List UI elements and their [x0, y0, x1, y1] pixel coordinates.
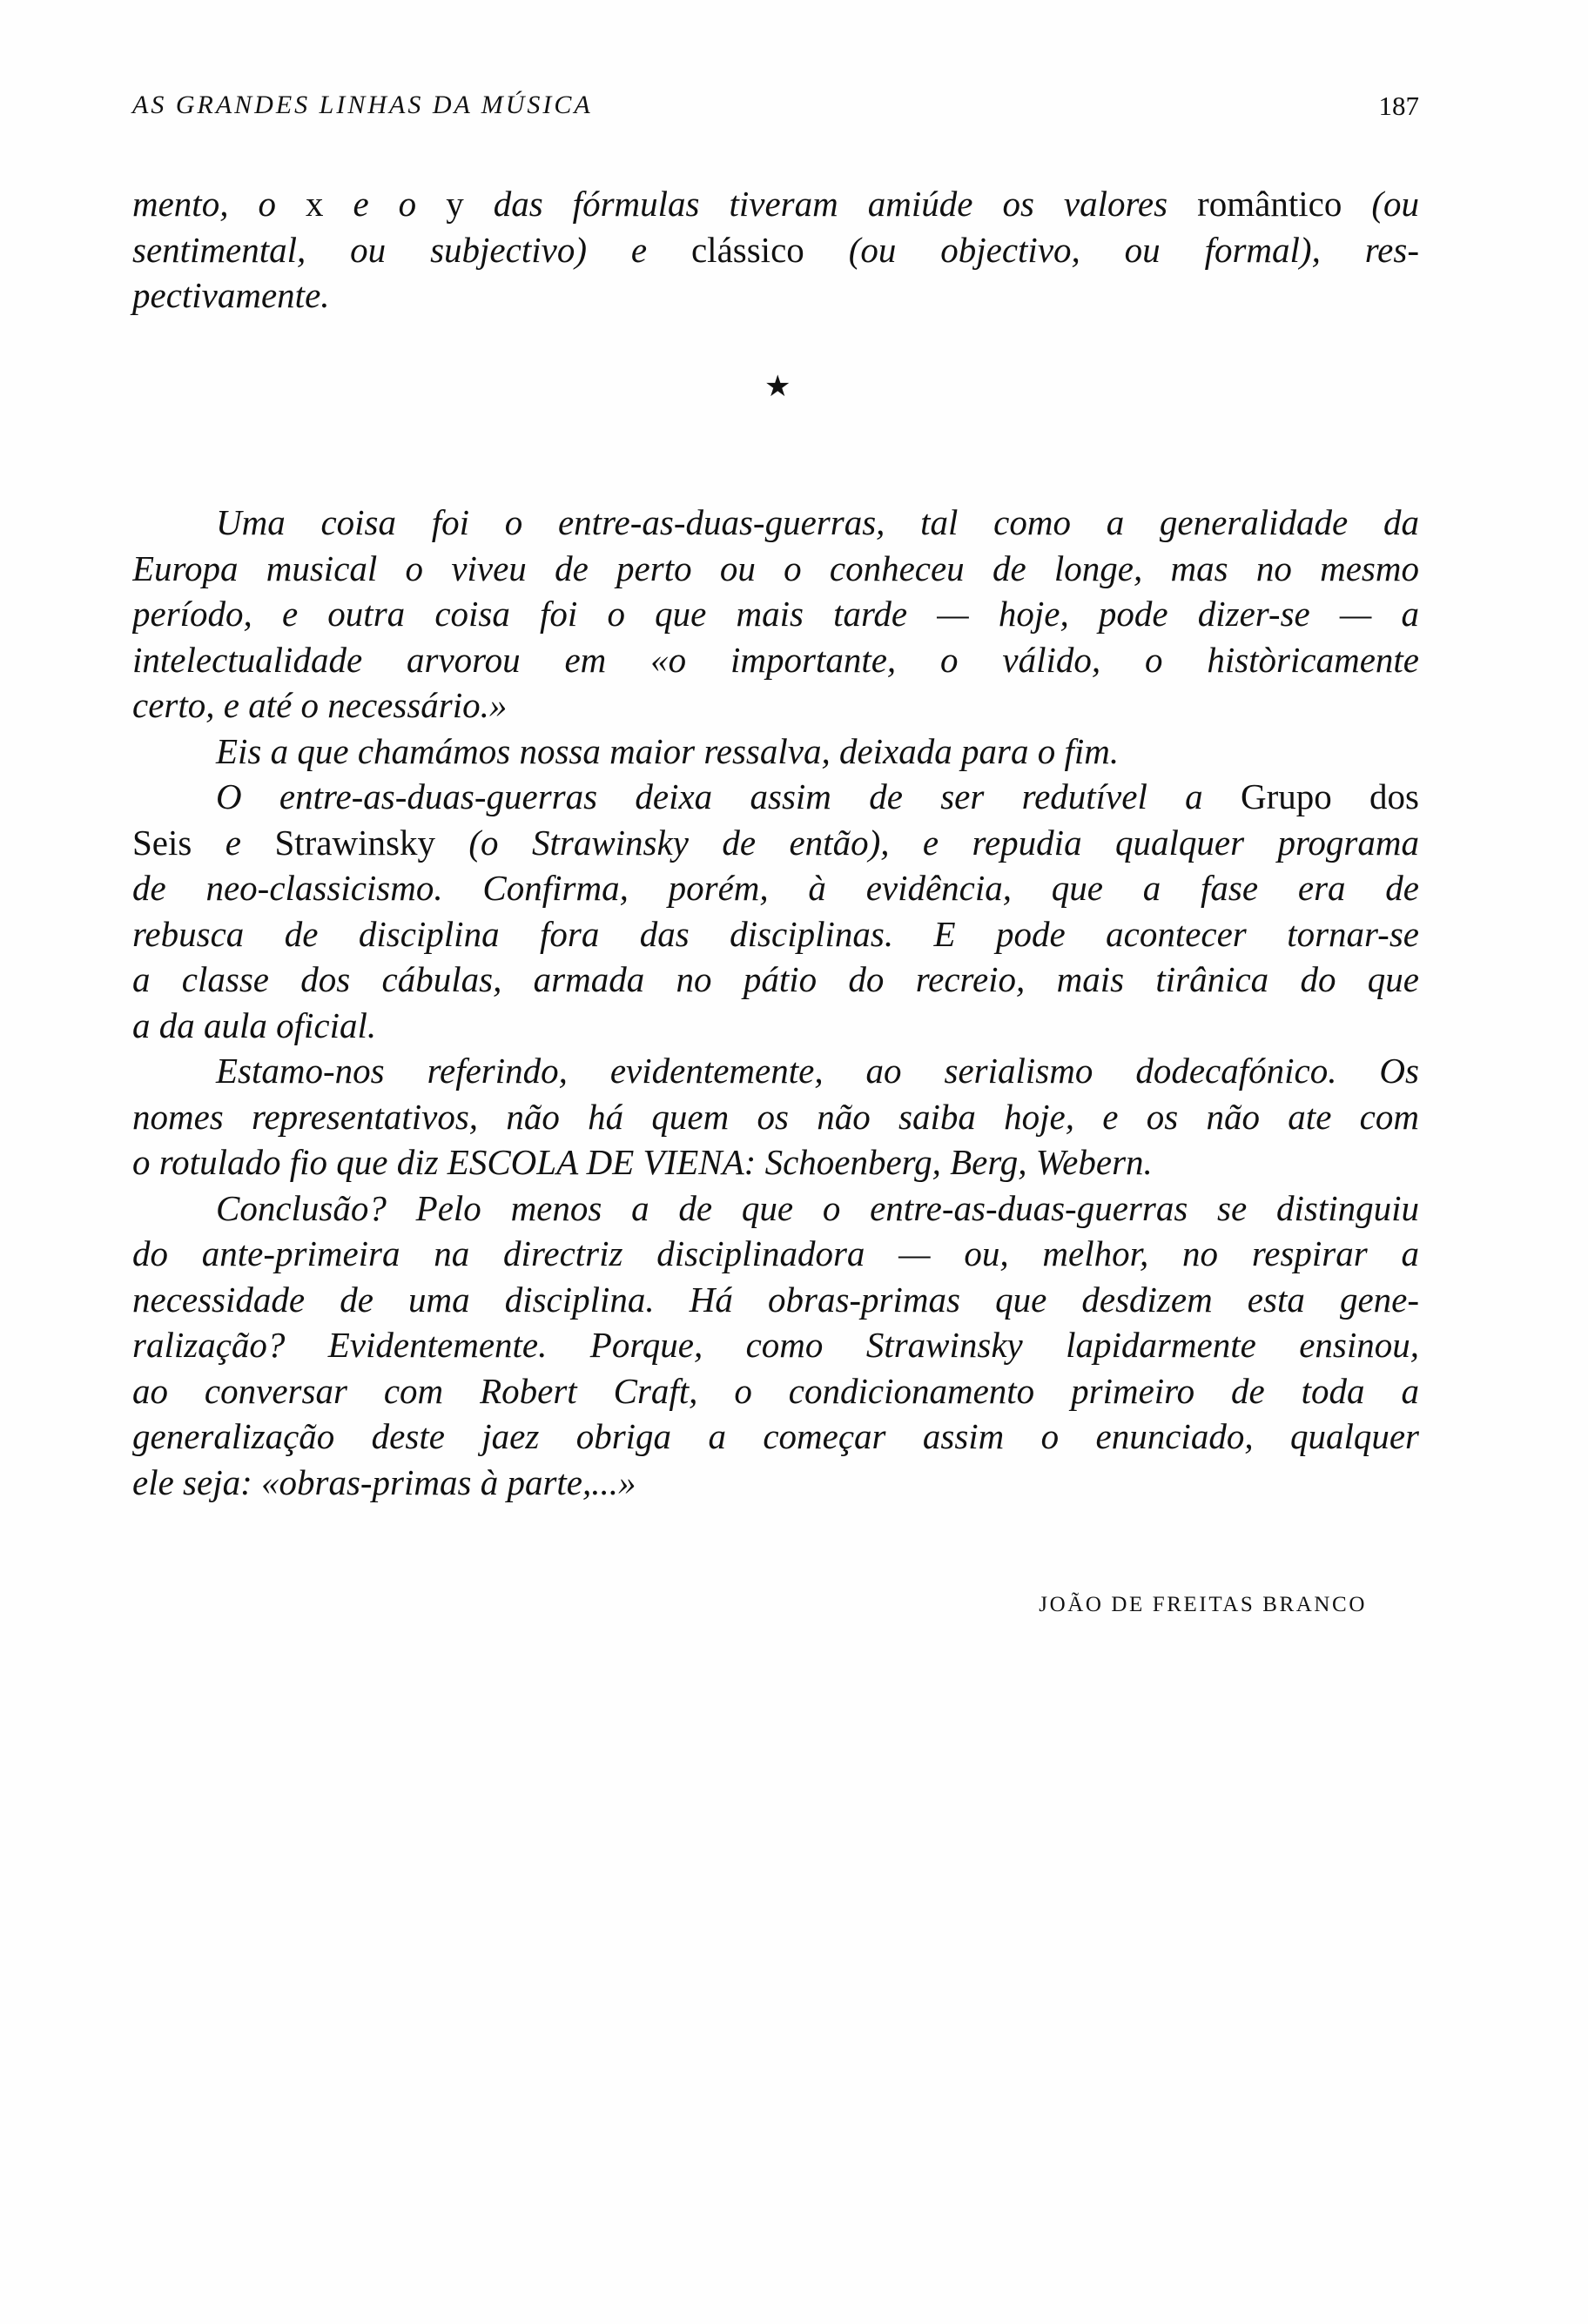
- text-line: ao conversar com Robert Craft, o condicionamento primeiro de toda a: [132, 1370, 1419, 1411]
- text-line: ralização? Evidentemente. Porque, como Strawinsky lapidarmente ensinou,: [132, 1325, 1419, 1365]
- text-line: Conclusão? Pelo menos a de que o entre-as-duas-guerras se distinguiu: [216, 1187, 1419, 1228]
- running-title: AS GRANDES LINHAS DA MÚSICA: [132, 91, 593, 119]
- section-separator-star: ★: [764, 371, 791, 403]
- paragraph: [132, 729, 1419, 775]
- text-line: rebusca de disciplina fora das disciplinas. E pode acontecer tornar-se: [132, 913, 1419, 954]
- text-line: generalização deste jaez obriga a começar assim o enunciado, qualquer: [132, 1416, 1419, 1456]
- running-head: [132, 91, 1419, 134]
- author-signature: JOÃO DE FREITAS BRANCO: [1039, 1593, 1367, 1616]
- text-line: pectivamente.: [132, 275, 330, 315]
- page-number: 187: [1378, 91, 1419, 121]
- paragraph: [132, 1048, 1419, 1186]
- text-line: a da aula oficial.: [132, 1004, 377, 1045]
- text-line: O entre-as-duas-guerras deixa assim de ser redutível a Grupo dos: [216, 776, 1419, 816]
- text-line: ele seja: «obras-primas à parte,...»: [132, 1461, 636, 1502]
- paragraph: [132, 1186, 1419, 1506]
- text-line: Seis e Strawinsky (o Strawinsky de então), e repudia qualquer programa: [132, 822, 1419, 863]
- text-line: Estamo-nos referindo, evidentemente, ao serialismo dodecafónico. Os: [216, 1051, 1419, 1091]
- text-line: Europa musical o viveu de perto ou o conheceu de longe, mas no mesmo: [132, 547, 1419, 588]
- text-line: o rotulado fio que diz ESCOLA DE VIENA: Schoenberg, Berg, Webern.: [132, 1142, 1153, 1182]
- text-line: Eis a que chamámos nossa maior ressalva, deixada para o fim.: [216, 730, 1120, 771]
- text-line: intelectualidade arvorou em «o importante, o válido, o històricamente: [132, 639, 1419, 680]
- section-body: [132, 500, 1419, 1505]
- text-line: do ante-primeira na directriz disciplinadora — ou, melhor, no respirar a: [132, 1233, 1419, 1273]
- paragraph: [132, 500, 1419, 729]
- continued-paragraph: [132, 181, 1419, 319]
- text-line: sentimental, ou subjectivo) e clássico (ou objectivo, ou formal), res-: [132, 229, 1419, 270]
- text-line: Uma coisa foi o entre-as-duas-guerras, tal como a generalidade da: [216, 502, 1419, 542]
- text-line: certo, e até o necessário.»: [132, 685, 508, 725]
- text-line: nomes representativos, não há quem os não saiba hoje, e os não ate com: [132, 1096, 1419, 1137]
- paragraph: [132, 774, 1419, 1048]
- text-line: a classe dos cábulas, armada no pátio do recreio, mais tirânica do que: [132, 959, 1419, 999]
- text-line: necessidade de uma disciplina. Há obras-primas que desdizem esta gene-: [132, 1279, 1419, 1320]
- text-line: mento, o x e o y das fórmulas tiveram amiúde os valores romântico (ou: [132, 184, 1419, 224]
- text-line: de neo-classicismo. Confirma, porém, à evidência, que a fase era de: [132, 868, 1419, 908]
- text-line: período, e outra coisa foi o que mais tarde — hoje, pode dizer-se — a: [132, 594, 1419, 634]
